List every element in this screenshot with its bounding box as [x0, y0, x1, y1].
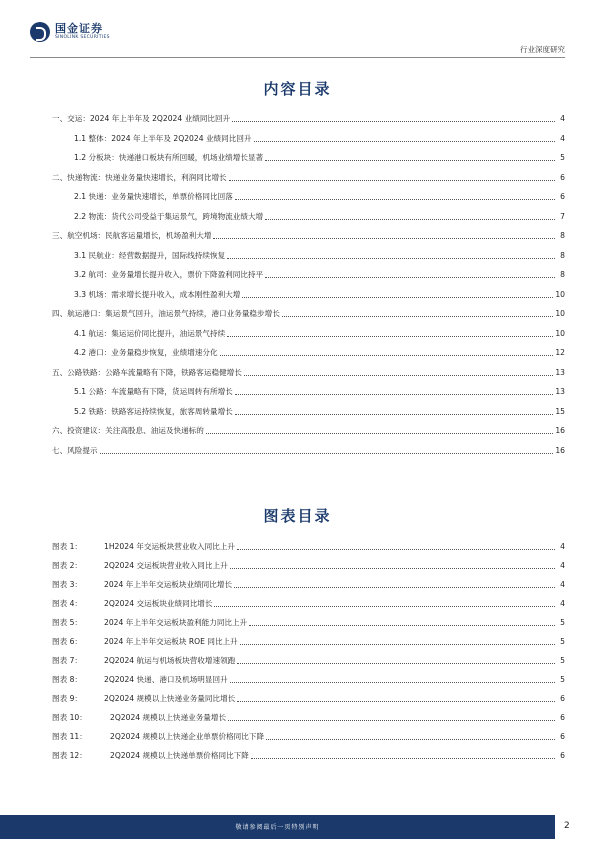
- toc-leader-dots: [244, 375, 553, 376]
- toc-entry-page: 8: [560, 250, 565, 260]
- toc-entry-page: 8: [560, 270, 565, 279]
- toc-entry-page: 15: [555, 406, 565, 416]
- toc-entry-page: 8: [560, 231, 565, 240]
- toc-leader-dots: [229, 180, 555, 181]
- figure-entry-text: 2Q2024 交运板块业绩同比增长: [104, 599, 213, 608]
- toc-entry-text: 2.2 物流：货代公司受益于集运景气，跨境物流业绩大增: [74, 211, 264, 221]
- figure-entry[interactable]: [52, 616, 565, 628]
- toc-entry-text: 3.2 航司：业务量增长提升收入，票价下降盈利同比持平: [74, 270, 264, 279]
- page-footer: [0, 815, 595, 842]
- figure-entry-text: 2Q2024 规模以上快递业务量增长: [110, 713, 227, 722]
- logo-cn: 国金证券: [55, 22, 103, 35]
- figure-entry[interactable]: [52, 597, 565, 609]
- toc-entry[interactable]: [74, 346, 565, 358]
- toc-entry-text: 五、公路铁路：公路车流量略有下降，铁路客运稳健增长: [52, 367, 242, 377]
- toc-entry-page: 13: [555, 387, 565, 396]
- toc-entry[interactable]: [74, 249, 565, 261]
- figure-entry-text: 2024 年上半年交运板块业绩同比增长: [104, 580, 233, 589]
- toc-leader-dots: [227, 258, 555, 259]
- figure-label: 图表 6：: [52, 637, 83, 646]
- figure-entry-page: 4: [560, 599, 565, 608]
- figure-label: 图表 3：: [52, 580, 83, 589]
- toc-entry-text: 1.1 整体：2024 年上半年及 2Q2024 业绩同比回升: [74, 133, 252, 143]
- toc-entry[interactable]: [74, 190, 565, 202]
- figure-entry-text: 1H2024 年交运板块营业收入同比上升: [104, 542, 235, 551]
- figure-entry-page: 4: [560, 561, 565, 570]
- toc-entry[interactable]: [52, 171, 565, 183]
- toc-entry[interactable]: [74, 405, 565, 417]
- logo-text: [55, 23, 110, 41]
- figure-entry-page: 5: [560, 618, 565, 627]
- figure-entry[interactable]: [52, 673, 565, 685]
- toc-entry-text: 5.2 铁路：铁路客运持续恢复，旅客周转量增长: [74, 406, 233, 416]
- toc-entry[interactable]: [52, 307, 565, 319]
- figure-label: 图表 7：: [52, 656, 83, 665]
- figure-label: 图表 8：: [52, 675, 83, 684]
- figure-leader-dots: [228, 720, 555, 721]
- figure-entry-page: 6: [560, 713, 565, 722]
- figure-entry-text: 2Q2024 快递、港口及机场明显回升: [104, 675, 228, 684]
- toc-entry[interactable]: [52, 424, 565, 436]
- toc-entry-text: 二、快递物流：快递业务量快速增长，利润同比增长: [52, 172, 227, 182]
- sinolink-logo-icon: [30, 22, 50, 42]
- toc-leader-dots: [265, 277, 555, 278]
- toc-entry-text: 3.1 民航业：经营数据提升，国际线持续恢复: [74, 250, 226, 260]
- figure-label: 图表 4：: [52, 599, 83, 608]
- figure-entry[interactable]: [52, 711, 565, 723]
- figure-leader-dots: [249, 625, 555, 626]
- figure-entry-page: 4: [560, 580, 565, 589]
- figures-title: 图表目录: [263, 507, 332, 525]
- figure-leader-dots: [230, 568, 555, 569]
- header-divider: [30, 57, 565, 58]
- toc-entry[interactable]: [74, 268, 565, 280]
- toc-entry-page: 10: [555, 309, 565, 318]
- toc-leader-dots: [254, 141, 555, 142]
- toc-leader-dots: [235, 199, 555, 200]
- toc-leader-dots: [220, 355, 554, 356]
- toc-leader-dots: [227, 336, 553, 337]
- figure-leader-dots: [240, 644, 555, 645]
- figure-entry-text: 2Q2024 规模以上快递企业单票价格同比下降: [110, 732, 265, 741]
- toc-entry-text: 3.3 机场：需求增长提升收入，成本刚性盈利大增: [74, 289, 241, 299]
- figure-leader-dots: [237, 663, 555, 664]
- figure-entry-text: 2Q2024 规模以上快递单票价格同比下降: [110, 751, 249, 760]
- toc-entry[interactable]: [74, 385, 565, 397]
- figure-entry[interactable]: [52, 692, 565, 704]
- toc-leader-dots: [242, 297, 553, 298]
- figure-leader-dots: [214, 606, 555, 607]
- toc-entry-page: 7: [560, 211, 565, 221]
- figure-entry-page: 6: [560, 751, 565, 760]
- toc-entry-text: 5.1 公路：车流量略有下降，货运周转有所增长: [74, 387, 233, 396]
- toc-leader-dots: [265, 160, 555, 161]
- toc-entry-text: 4.1 航运：集运运价同比提升，油运景气持续: [74, 328, 226, 338]
- figure-leader-dots: [251, 758, 555, 759]
- figure-entry[interactable]: [52, 635, 565, 647]
- toc-entry-page: 10: [555, 328, 565, 338]
- page-number: 2: [564, 821, 570, 831]
- figure-entry[interactable]: [52, 559, 565, 571]
- toc-leader-dots: [100, 453, 554, 454]
- toc-entry-page: 6: [560, 172, 565, 182]
- toc-entry-text: 一、交运：2024 年上半年及 2Q2024 业绩同比回升: [52, 114, 231, 123]
- figure-entry-text: 2024 年上半年交运板块盈利能力同比上升: [104, 618, 248, 627]
- footer-disclaimer: 敬请参阅最后一页特别声明: [235, 824, 320, 831]
- figure-entry[interactable]: [52, 540, 565, 552]
- figure-entry[interactable]: [52, 749, 565, 761]
- toc-entry-page: 12: [555, 348, 565, 357]
- toc-entry-page: 10: [555, 289, 565, 299]
- logo-en: SINOLINK SECURITIES: [55, 35, 110, 40]
- toc-entry[interactable]: [52, 444, 565, 456]
- toc-leader-dots: [235, 414, 554, 415]
- toc-entry-text: 三、航空机场：民航客运量增长，机场盈利大增: [52, 231, 212, 240]
- toc-entry[interactable]: [74, 210, 565, 222]
- figure-entry-text: 2Q2024 交运板块营业收入同比上升: [104, 561, 228, 570]
- toc-entry-text: 四、航运港口：集运景气回升，油运景气持续，港口业务量稳步增长: [52, 309, 280, 318]
- toc-entry[interactable]: [74, 288, 565, 300]
- toc-leader-dots: [282, 316, 554, 317]
- figure-leader-dots: [234, 587, 555, 588]
- sinolink-logo: [30, 22, 110, 42]
- figure-entry-page: 6: [560, 732, 565, 741]
- toc-entry-text: 4.2 港口：业务量稳步恢复，业绩增速分化: [74, 348, 218, 357]
- toc-entry-page: 13: [555, 367, 565, 377]
- figure-entry-text: 2Q2024 规模以上快递业务量同比增长: [104, 694, 236, 703]
- figure-entry[interactable]: [52, 730, 565, 742]
- figure-label: 图表 9：: [52, 694, 83, 703]
- toc-entry-page: 6: [560, 192, 565, 201]
- figure-entry-page: 5: [560, 656, 565, 665]
- toc-leader-dots: [206, 433, 553, 434]
- toc-entry[interactable]: [52, 112, 565, 124]
- toc-entry-text: 2.1 快递：业务量快速增长，单票价格同比回落: [74, 192, 233, 201]
- figure-label: 图表 12：: [52, 751, 87, 760]
- figure-leader-dots: [230, 682, 555, 683]
- figure-leader-dots: [266, 739, 555, 740]
- figure-entry[interactable]: [52, 578, 565, 590]
- figure-entry-page: 5: [560, 675, 565, 684]
- report-type: 行业深度研究: [520, 45, 565, 54]
- toc-entry[interactable]: [74, 151, 565, 163]
- toc-entry-text: 七、风险提示: [52, 445, 98, 455]
- figure-entry-page: 6: [560, 694, 565, 703]
- figure-entry-text: 2024 年上半年交运板块 ROE 同比上升: [104, 637, 238, 646]
- figure-label: 图表 10：: [52, 713, 87, 722]
- toc-leader-dots: [265, 219, 555, 220]
- figure-entry-text: 2Q2024 航运与机场板块营收增速领跑: [104, 656, 236, 665]
- toc-entry[interactable]: [52, 229, 565, 241]
- toc-title: 内容目录: [263, 80, 332, 98]
- toc-entry-text: 六、投资建议：关注高股息、油运及快递标的: [52, 426, 204, 435]
- toc-leader-dots: [232, 121, 555, 122]
- figure-leader-dots: [237, 701, 555, 702]
- toc-entry-page: 5: [560, 153, 565, 162]
- toc-entry[interactable]: [52, 366, 565, 378]
- page-header: [0, 0, 595, 62]
- figure-label: 图表 2：: [52, 561, 83, 570]
- figure-entry-page: 4: [560, 542, 565, 551]
- toc-entry-page: 16: [555, 426, 565, 435]
- figure-leader-dots: [237, 549, 555, 550]
- toc-entry-page: 4: [560, 133, 565, 143]
- toc-entry-page: 4: [560, 114, 565, 123]
- figure-entry-page: 5: [560, 637, 565, 646]
- toc-leader-dots: [235, 394, 554, 395]
- toc-entry[interactable]: [74, 327, 565, 339]
- toc-entry[interactable]: [74, 132, 565, 144]
- toc-entry-text: 1.2 分板块：快递港口板块有所回暖，机场业绩增长显著: [74, 153, 264, 162]
- toc-leader-dots: [213, 238, 555, 239]
- figure-label: 图表 11：: [52, 732, 87, 741]
- figure-entry[interactable]: [52, 654, 565, 666]
- figure-label: 图表 1：: [52, 542, 83, 551]
- figure-label: 图表 5：: [52, 618, 83, 627]
- toc-entry-page: 16: [555, 445, 565, 455]
